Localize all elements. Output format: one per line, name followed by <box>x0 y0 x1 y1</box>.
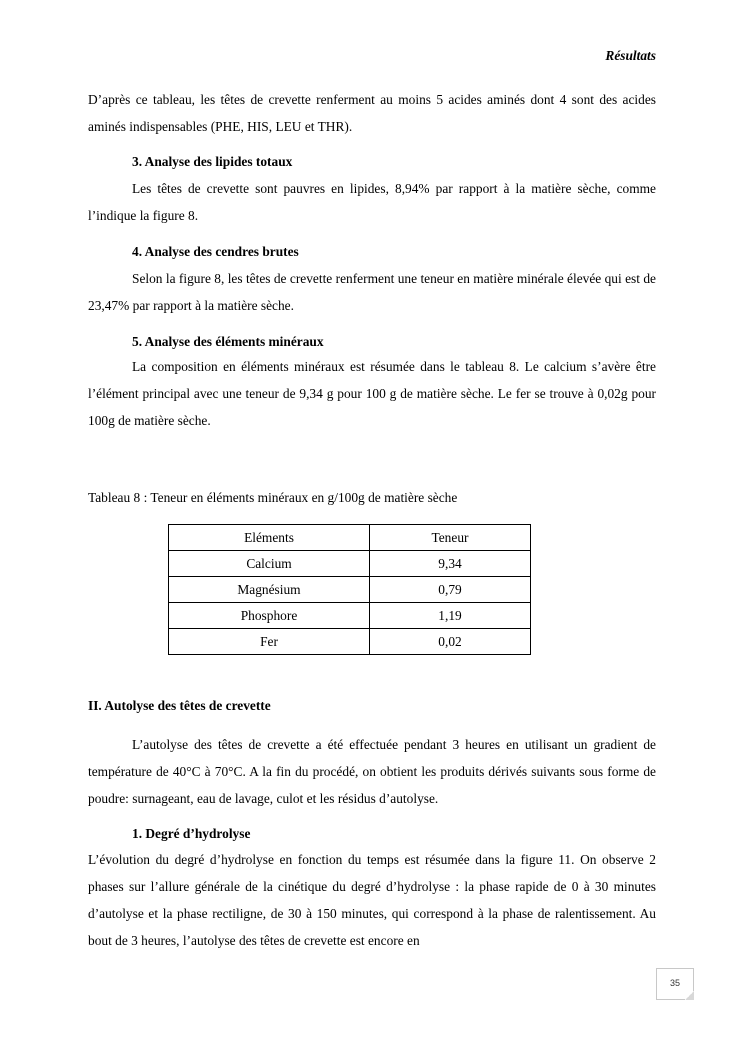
table-cell: Calcium <box>169 551 370 577</box>
section-autolyse-title: II. Autolyse des têtes de crevette <box>88 698 271 713</box>
page-curl-icon <box>685 991 694 1000</box>
intro-paragraph: D’après ce tableau, les têtes de crevette renferment au moins 5 acides aminés dont 4 sont des acides aminés indispensables (PHE, HIS, LEU et THR). <box>88 92 656 134</box>
table-row <box>169 629 531 655</box>
running-header: Résultats <box>605 48 656 63</box>
table-cell: Fer <box>169 629 370 655</box>
section-lipides-title: 3. Analyse des lipides totaux <box>132 154 293 169</box>
table-cell: 0,02 <box>370 629 531 655</box>
section-cendres-title: 4. Analyse des cendres brutes <box>132 244 299 259</box>
table-header-row <box>169 525 531 551</box>
section-cendres-text: Selon la figure 8, les têtes de crevette renferment une teneur en matière minérale élevée qui est de 23,47% par rapport à la matière sèche. <box>88 271 656 313</box>
table-header-cell: Teneur <box>370 525 531 551</box>
section-lipides-text: Les têtes de crevette sont pauvres en lipides, 8,94% par rapport à la matière sèche, comme l’indique la figure 8. <box>88 181 656 223</box>
page-number-label: 35 <box>669 978 680 988</box>
section-mineraux-title: 5. Analyse des éléments minéraux <box>132 334 324 349</box>
section-hydrolyse-text: L’évolution du degré d’hydrolyse en fonction du temps est résumée dans la figure 11. On observe 2 phases sur l’allure générale de la cinétique du degré d’hydrolyse : la phase rapide de 0 à 30 minutes d’autolyse et la phase rectiligne, de 30 à 150 minutes, qui correspond à la phase de ralentissement. Au bout de 3 heures, l’autolyse des têtes de crevette est encore en <box>88 852 656 948</box>
table-cell: Phosphore <box>169 603 370 629</box>
table-cell: 0,79 <box>370 577 531 603</box>
section-hydrolyse-title: 1. Degré d’hydrolyse <box>132 826 251 841</box>
section-mineraux-text: La composition en éléments minéraux est résumée dans le tableau 8. Le calcium s’avère être l’élément principal avec une teneur de 9,34 g pour 100 g de matière sèche. Le fer se trouve à 0,02g pour 100g de matière sèche. <box>88 359 656 428</box>
page-number <box>656 968 694 1000</box>
table-cell: 1,19 <box>370 603 531 629</box>
table-cell: Magnésium <box>169 577 370 603</box>
mineral-table <box>168 524 531 655</box>
table-caption: Tableau 8 : Teneur en éléments minéraux en g/100g de matière sèche <box>88 490 458 505</box>
table-row <box>169 551 531 577</box>
table-row <box>169 603 531 629</box>
table-cell: 9,34 <box>370 551 531 577</box>
section-autolyse-text: L’autolyse des têtes de crevette a été effectuée pendant 3 heures en utilisant un gradient de température de 40°C à 70°C. A la fin du procédé, on obtient les produits dérivés suivants sous forme de poudre: surnageant, eau de lavage, culot et les résidus d’autolyse. <box>88 737 656 806</box>
table-header-cell: Eléments <box>169 525 370 551</box>
table-row <box>169 577 531 603</box>
